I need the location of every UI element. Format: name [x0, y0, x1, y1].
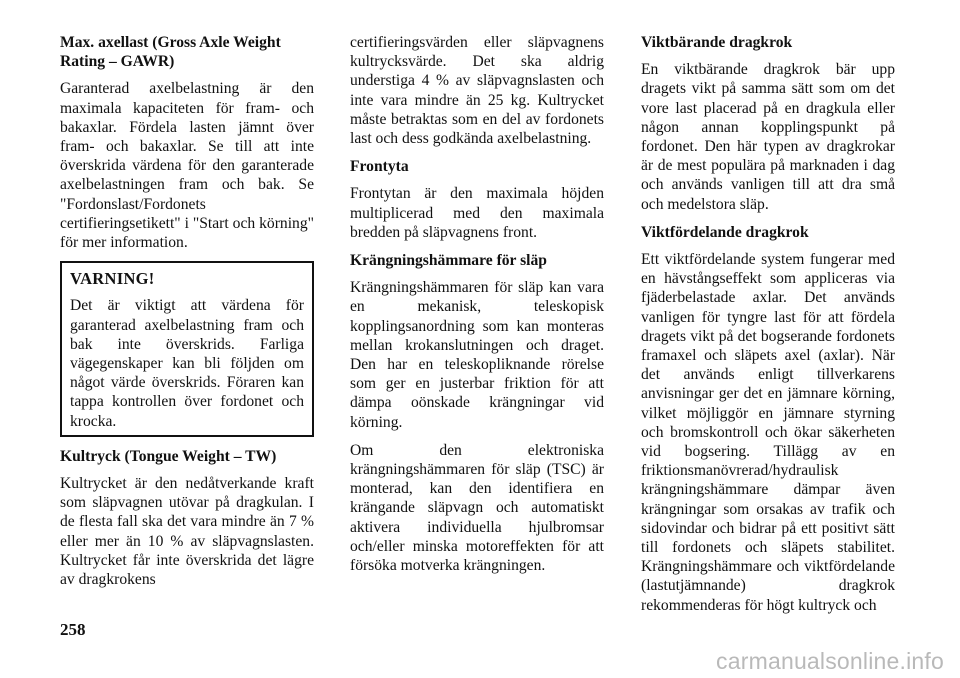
column-right — [641, 33, 895, 624]
paragraph-continuation: certifieringsvärden eller släpvagnens kultrycksvärde. Det ska aldrig understiga 4 % av släpvagnslasten och inte vara mindre än 25 kg. Kultrycket måste betraktas som en del av fordonets last och dess godkända axelbelastning. — [350, 34, 604, 148]
heading-tongue-weight: Kultryck (Tongue Weight – TW) — [60, 447, 277, 465]
paragraph-sway-control: Krängningshämmaren för släp kan vara en mekanisk, teleskopisk kopplingsanordning som kan monteras mellan krokanslutningen och draget. Den har en teleskopliknande rörelse som ger en justerbar friktion för att dämpa oönskade krängningar vid körning. — [350, 279, 604, 431]
warning-box — [60, 261, 314, 437]
paragraph-weight-carrying-hitch: En viktbärande dragkrok bär upp dragets vikt på samma sätt som om det vore last placerad på en dragkula eller någon annan kopplingspunkt på fordonet. Den här typen av dragkrokar är de mest populära på marknaden i dag och används vanligen till att dra små och medelstora släp. — [641, 61, 895, 213]
paragraph-frontal-area: Frontytan är den maximala höjden multiplicerad med den maximala bredden på släpvagnens front. — [350, 185, 604, 241]
column-left — [60, 33, 314, 598]
heading-gawr: Max. axellast (Gross Axle Weight Rating – GAWR) — [60, 34, 281, 71]
paragraph-gawr: Garanterad axelbelastning är den maximala kapaciteten för fram- och bakaxlar. Fördela lasten jämnt över fram- och bakaxlar. Se till att inte överskrida värdena för den garanterade axelbelastningen fram och bak. Se "Fordonslast/Fordonets certifieringsetikett" i "Start och körning" för mer information. — [60, 80, 314, 252]
paragraph-tsc: Om den elektroniska krängningshämmaren för släp (TSC) är monterad, kan den identifiera en krängande släpvagn och automatiskt aktivera individuella hjulbromsar och/eller minska motoreffekten för att försöka motverka krängningen. — [350, 441, 604, 575]
heading-frontal-area: Frontyta — [350, 158, 409, 176]
warning-text: Det är viktigt att värdena för garanterad axelbelastning fram och bak inte överskrids. Farliga vägegenskaper kan bli följden om något värde överskrids. Föraren kan tappa kontrollen över fordonet och krocka. — [70, 297, 304, 430]
paragraph-weight-distributing-hitch: Ett viktfördelande system fungerar med en hävstångseffekt som appliceras via fjäderbelastade axlar. Det används vanligen för tyngre last för att fördela dragets vikt på det bogserande fordonets framaxel och släpets axel (axlar). När det används enligt tillverkarens anvisningar ger det en jämnare körning, vilket möjliggör en jämnare styrning och bromskontroll och ökar säkerheten vid bogsering. Tillägg av en friktionsmanövrerad/hydraulisk krängningshämmare dämpar även krängningar som orsakas av trafik och sidovindar och bidrar på ett positivt sätt till fordonets och släpets stabilitet. Krängningshämmare och viktfördelande (lastutjämnande) dragkrok rekommenderas för högt kultryck och — [641, 251, 895, 614]
heading-sway-control: Krängningshämmare för släp — [350, 252, 547, 270]
page-number: 258 — [60, 620, 86, 639]
column-middle — [350, 33, 604, 584]
warning-title: VARNING! — [70, 269, 155, 289]
paragraph-tongue-weight: Kultrycket är den nedåtverkande kraft som släpvagnen utövar på dragkulan. I de flesta fall ska det vara mindre än 7 % eller mer än 10 % av släpvagnslasten. Kultrycket får inte överskrida det lägre av dragkrokens — [60, 475, 314, 589]
watermark: carmanualsonline.info — [716, 648, 944, 674]
heading-weight-distributing-hitch: Viktfördelande dragkrok — [641, 223, 809, 241]
heading-weight-carrying-hitch: Viktbärande dragkrok — [641, 34, 793, 51]
